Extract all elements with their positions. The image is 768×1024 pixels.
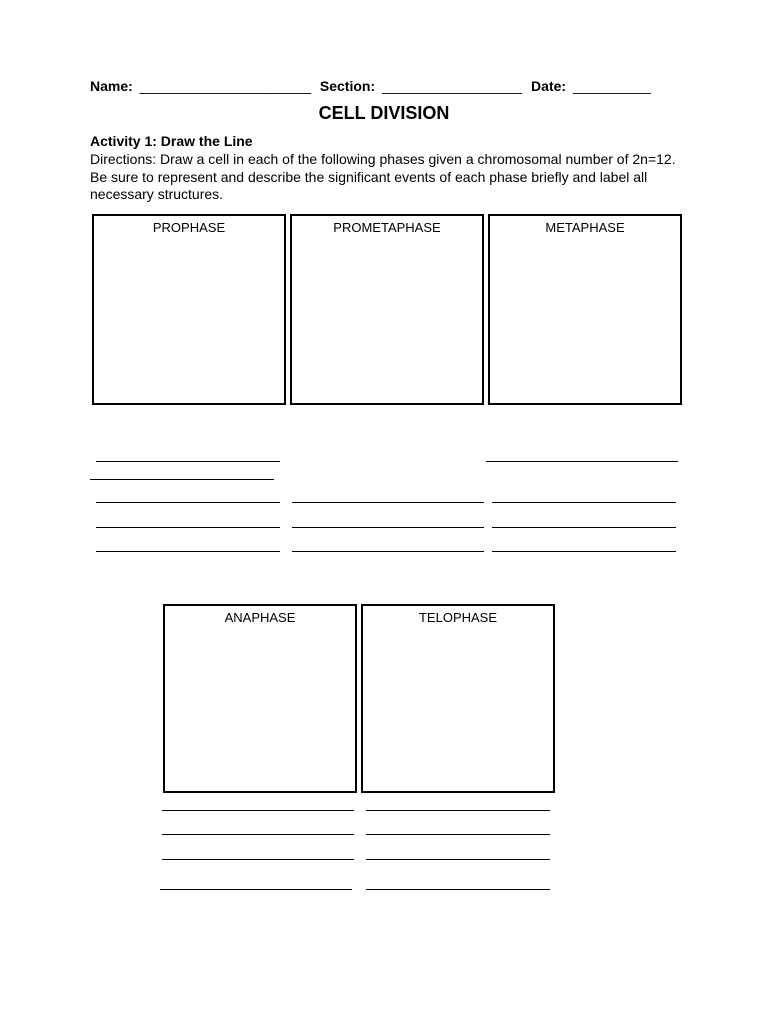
prometaphase-answer-line: [292, 551, 484, 552]
prophase-answer-line: [96, 527, 280, 528]
anaphase-answer-line: [162, 810, 354, 811]
prophase-answer-line: [96, 461, 280, 462]
section-blank: __________________: [382, 78, 523, 94]
header-fields: [90, 78, 651, 94]
date-blank: __________: [572, 78, 651, 94]
metaphase-box: [488, 214, 682, 405]
telophase-label: TELOPHASE: [418, 610, 498, 625]
anaphase-label: ANAPHASE: [224, 610, 296, 625]
metaphase-answer-line: [486, 461, 678, 462]
section-label: Section:: [319, 78, 376, 94]
metaphase-answer-line: [492, 527, 676, 528]
prometaphase-answer-line: [292, 502, 484, 503]
metaphase-answer-line: [492, 502, 676, 503]
telophase-box: [361, 604, 555, 793]
anaphase-answer-line: [162, 859, 354, 860]
activity-heading: Activity 1: Draw the Line: [90, 133, 253, 149]
directions-text: Directions: Draw a cell in each of the following phases given a chromosomal number of 2n=12. Be sure to represent and describe the significant events of each phase briefly and label all necessary structures.: [90, 151, 676, 202]
prometaphase-label: PROMETAPHASE: [333, 220, 441, 235]
telophase-answer-line: [366, 889, 550, 890]
name-blank: ______________________: [139, 78, 311, 94]
prophase-box: [92, 214, 286, 405]
anaphase-box: [163, 604, 357, 793]
name-label: Name:: [90, 78, 133, 94]
anaphase-answer-line: [160, 889, 352, 890]
prometaphase-answer-line: [292, 527, 484, 528]
prometaphase-box: [290, 214, 484, 405]
page-title: CELL DIVISION: [318, 103, 450, 123]
prophase-answer-line: [96, 551, 280, 552]
prophase-answer-line: [96, 502, 280, 503]
metaphase-label: METAPHASE: [545, 220, 625, 235]
prophase-label: PROPHASE: [152, 220, 226, 235]
prophase-answer-line: [90, 479, 274, 480]
telophase-answer-line: [366, 810, 550, 811]
metaphase-answer-line: [492, 551, 676, 552]
telophase-answer-line: [366, 859, 550, 860]
date-label: Date:: [531, 78, 567, 94]
anaphase-answer-line: [162, 834, 354, 835]
telophase-answer-line: [366, 834, 550, 835]
